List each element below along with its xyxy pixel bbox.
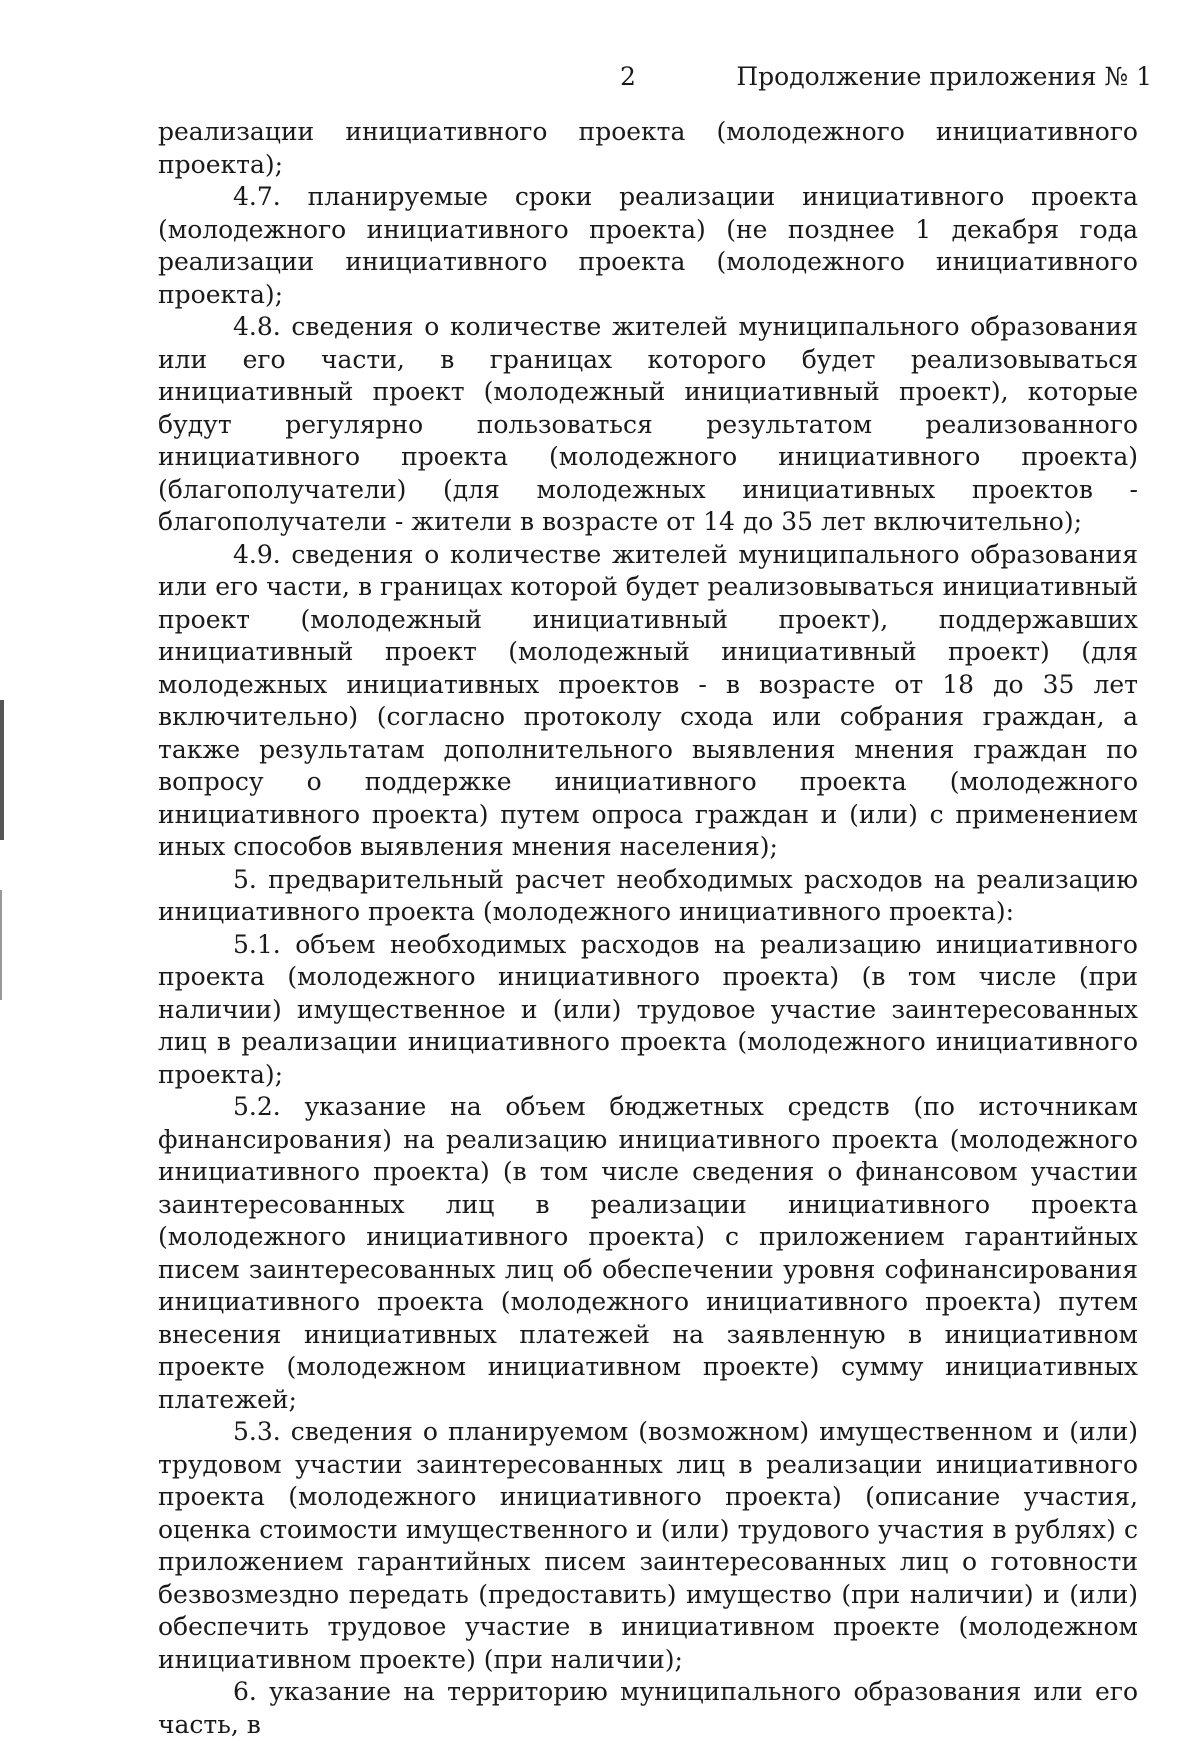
document-body — [158, 116, 1138, 1741]
scan-edge-mark — [0, 700, 4, 840]
paragraph: 5.2. указание на объем бюджетных средств (по источникам финансирования) на реализацию инициативного проекта (молодежного инициативного проекта) (в том числе сведения о финансовом участии заинтересованных лиц в реализации инициативного проекта (молодежного инициативного проекта) с приложением гарантийных писем заинтересованных лиц об обеспечении уровня софинансирования инициативного проекта (молодежного инициативного проекта) путем внесения инициативных платежей на заявленную в инициативном проекте (молодежном инициативном проекте) сумму инициативных платежей; — [158, 1092, 1138, 1414]
paragraph: 5.1. объем необходимых расходов на реализацию инициативного проекта (молодежного инициативного проекта) (в том числе (при наличии) имущественное и (или) трудовое участие заинтересованных лиц в реализации инициативного проекта (молодежного инициативного проекта); — [158, 929, 1138, 1089]
paragraph: 4.7. планируемые сроки реализации инициативного проекта (молодежного инициативного проекта) (не позднее 1 декабря года реализации инициативного проекта (молодежного инициативного проекта); — [158, 182, 1138, 309]
scan-edge-mark — [0, 890, 2, 1000]
paragraph: 4.8. сведения о количестве жителей муниципального образования или его части, в границах которого будет реализовываться инициативный проект (молодежный инициативный проект), которые будут регулярно пользоваться результатом реализованного инициативного проекта (молодежного инициативного проекта) (благополучатели) (для молодежных инициативных проектов - благополучатели - жители в возрасте от 14 до 35 лет включительно); — [158, 312, 1138, 536]
paragraph: реализации инициативного проекта (молодежного инициативного проекта); — [158, 117, 1138, 179]
paragraph: 5. предварительный расчет необходимых расходов на реализацию инициативного проекта (молодежного инициативного проекта): — [158, 864, 1138, 926]
paragraph: 4.9. сведения о количестве жителей муниципального образования или его части, в границах которой будет реализовываться инициативный проект (молодежный инициативный проект), поддержавших инициативный проект (молодежный инициативный проект) (для молодежных инициативных проектов - в возрасте от 18 до 35 лет включительно) (согласно протоколу схода или собрания граждан, а также результатам дополнительного выявления мнения граждан по вопросу о поддержке инициативного проекта (молодежного инициативного проекта) путем опроса граждан и (или) с применением иных способов выявления мнения населения); — [158, 539, 1138, 861]
appendix-header: Продолжение приложения № 1 — [736, 62, 1152, 91]
paragraph: 6. указание на территорию муниципального образования или его часть, в — [158, 1677, 1138, 1739]
page-number: 2 — [620, 62, 636, 91]
paragraph: 5.3. сведения о планируемом (возможном) имущественном и (или) трудовом участии заинтересованных лиц в реализации инициативного проекта (молодежного инициативного проекта) (описание участия, оценка стоимости имущественного и (или) трудового участия в рублях) с приложением гарантийных писем заинтересованных лиц о готовности безвозмездно передать (предоставить) имущество (при наличии) и (или) обеспечить трудовое участие в инициативном проекте (молодежном инициативном проекте) (при наличии); — [158, 1417, 1138, 1674]
